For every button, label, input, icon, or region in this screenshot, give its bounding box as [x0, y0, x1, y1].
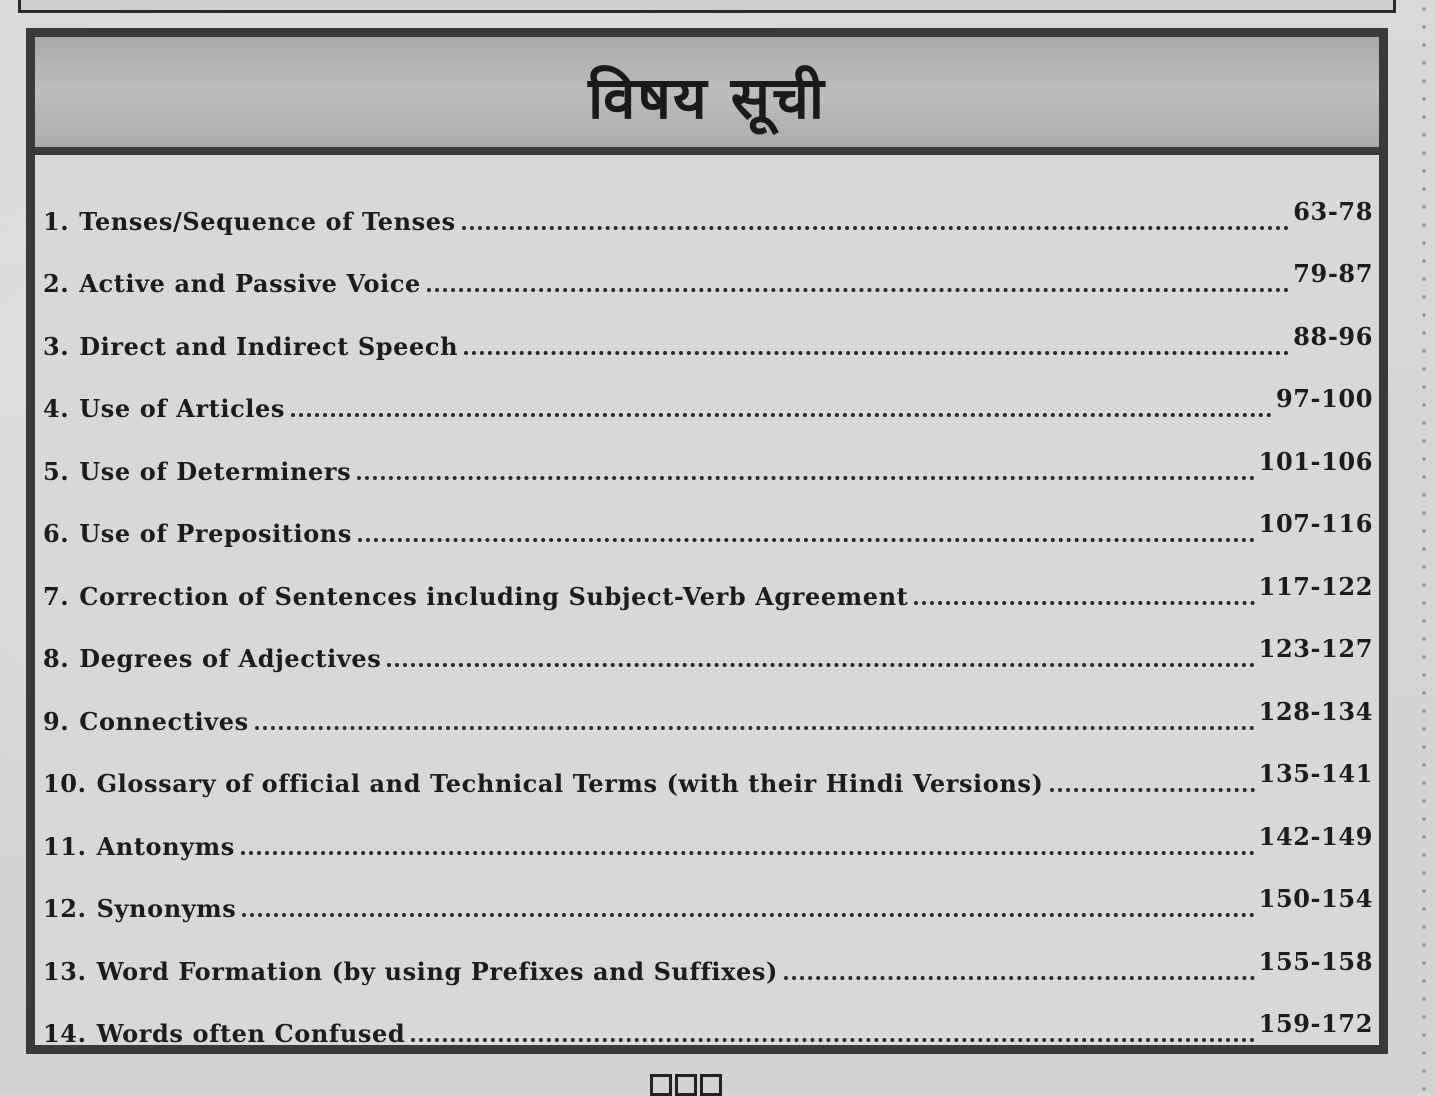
page-title: विषय सूची: [588, 63, 826, 132]
toc-entry-pages: 159-172: [1258, 1009, 1373, 1038]
toc-entry-number: 12.: [43, 894, 87, 923]
toc-entry-pages: 107-116: [1258, 509, 1373, 538]
end-of-section-mark: [650, 1074, 722, 1096]
contents-box: [26, 28, 1388, 1054]
dot-leader: [255, 726, 1255, 730]
toc-entry-number: 10.: [43, 769, 87, 798]
table-of-contents: [43, 173, 1373, 1048]
toc-entry-number: 7.: [43, 581, 70, 611]
toc-entry-title: Words often Confused: [96, 1019, 406, 1048]
toc-entry-title: Use of Articles: [79, 394, 285, 423]
dot-leader: [242, 913, 1254, 917]
toc-entry-number: 8.: [43, 644, 70, 673]
dot-leader: [462, 226, 1289, 230]
toc-entry-title: Glossary of official and Technical Terms (with their Hindi Versions): [96, 769, 1044, 798]
toc-entry: [43, 798, 1373, 861]
toc-entry-pages: 155-158: [1258, 946, 1373, 976]
toc-entry: [43, 861, 1373, 924]
toc-entry-pages: 101-106: [1258, 446, 1373, 476]
dot-leader: [241, 851, 1255, 855]
square-ornament-icon: [675, 1074, 697, 1096]
contents-header: [35, 37, 1379, 155]
toc-entry-pages: 79-87: [1293, 259, 1373, 288]
dot-leader: [914, 601, 1254, 605]
toc-entry-number: 1.: [43, 206, 70, 236]
dot-leader: [358, 538, 1255, 542]
toc-entry-pages: 150-154: [1258, 884, 1373, 913]
toc-entry: [43, 423, 1373, 486]
toc-entry-number: 3.: [43, 331, 70, 361]
toc-entry: [43, 548, 1373, 611]
dot-leader: [784, 976, 1255, 980]
toc-entry-title: Correction of Sentences including Subject-Verb Agreement: [79, 581, 909, 611]
toc-entry-pages: 63-78: [1293, 196, 1373, 226]
toc-entry-title: Antonyms: [96, 831, 235, 861]
toc-entry-pages: 128-134: [1258, 696, 1373, 726]
toc-entry: [43, 611, 1373, 674]
toc-entry-title: Word Formation (by using Prefixes and Suffixes): [96, 956, 778, 986]
toc-entry: [43, 173, 1373, 236]
toc-entry-title: Degrees of Adjectives: [79, 644, 382, 673]
dot-leader: [1050, 788, 1255, 792]
toc-entry-number: 2.: [43, 269, 70, 298]
toc-entry: [43, 298, 1373, 361]
toc-entry-pages: 97-100: [1275, 384, 1373, 413]
square-ornament-icon: [700, 1074, 722, 1096]
toc-entry: [43, 923, 1373, 986]
previous-box-edge: [18, 0, 1396, 13]
toc-entry: [43, 673, 1373, 736]
toc-entry-pages: 135-141: [1258, 759, 1373, 788]
toc-entry-pages: 117-122: [1258, 571, 1373, 601]
toc-entry-title: Active and Passive Voice: [79, 269, 421, 298]
toc-entry: [43, 986, 1373, 1049]
dot-leader: [411, 1038, 1254, 1042]
toc-entry-number: 9.: [43, 706, 70, 736]
toc-entry: [43, 736, 1373, 799]
toc-entry-number: 13.: [43, 956, 87, 986]
perforated-edge: [1419, 0, 1429, 1092]
toc-entry-number: 4.: [43, 394, 70, 423]
dot-leader: [291, 413, 1272, 417]
toc-entry: [43, 236, 1373, 299]
toc-entry-pages: 88-96: [1293, 321, 1373, 351]
toc-entry-number: 14.: [43, 1019, 87, 1048]
toc-entry-number: 6.: [43, 519, 70, 548]
toc-entry-title: Direct and Indirect Speech: [79, 331, 459, 361]
dot-leader: [387, 663, 1254, 667]
toc-entry: [43, 486, 1373, 549]
toc-entry: [43, 361, 1373, 424]
toc-entry-title: Synonyms: [96, 894, 237, 923]
toc-entry-title: Use of Prepositions: [79, 519, 352, 548]
square-ornament-icon: [650, 1074, 672, 1096]
toc-entry-number: 11.: [43, 831, 87, 861]
toc-entry-title: Tenses/Sequence of Tenses: [79, 206, 456, 236]
toc-entry-number: 5.: [43, 456, 70, 486]
toc-entry-title: Connectives: [79, 706, 249, 736]
toc-entry-pages: 123-127: [1258, 634, 1373, 663]
toc-entry-title: Use of Determiners: [79, 456, 352, 486]
dot-leader: [464, 351, 1289, 355]
dot-leader: [357, 476, 1254, 480]
dot-leader: [427, 288, 1289, 292]
toc-entry-pages: 142-149: [1258, 821, 1373, 851]
